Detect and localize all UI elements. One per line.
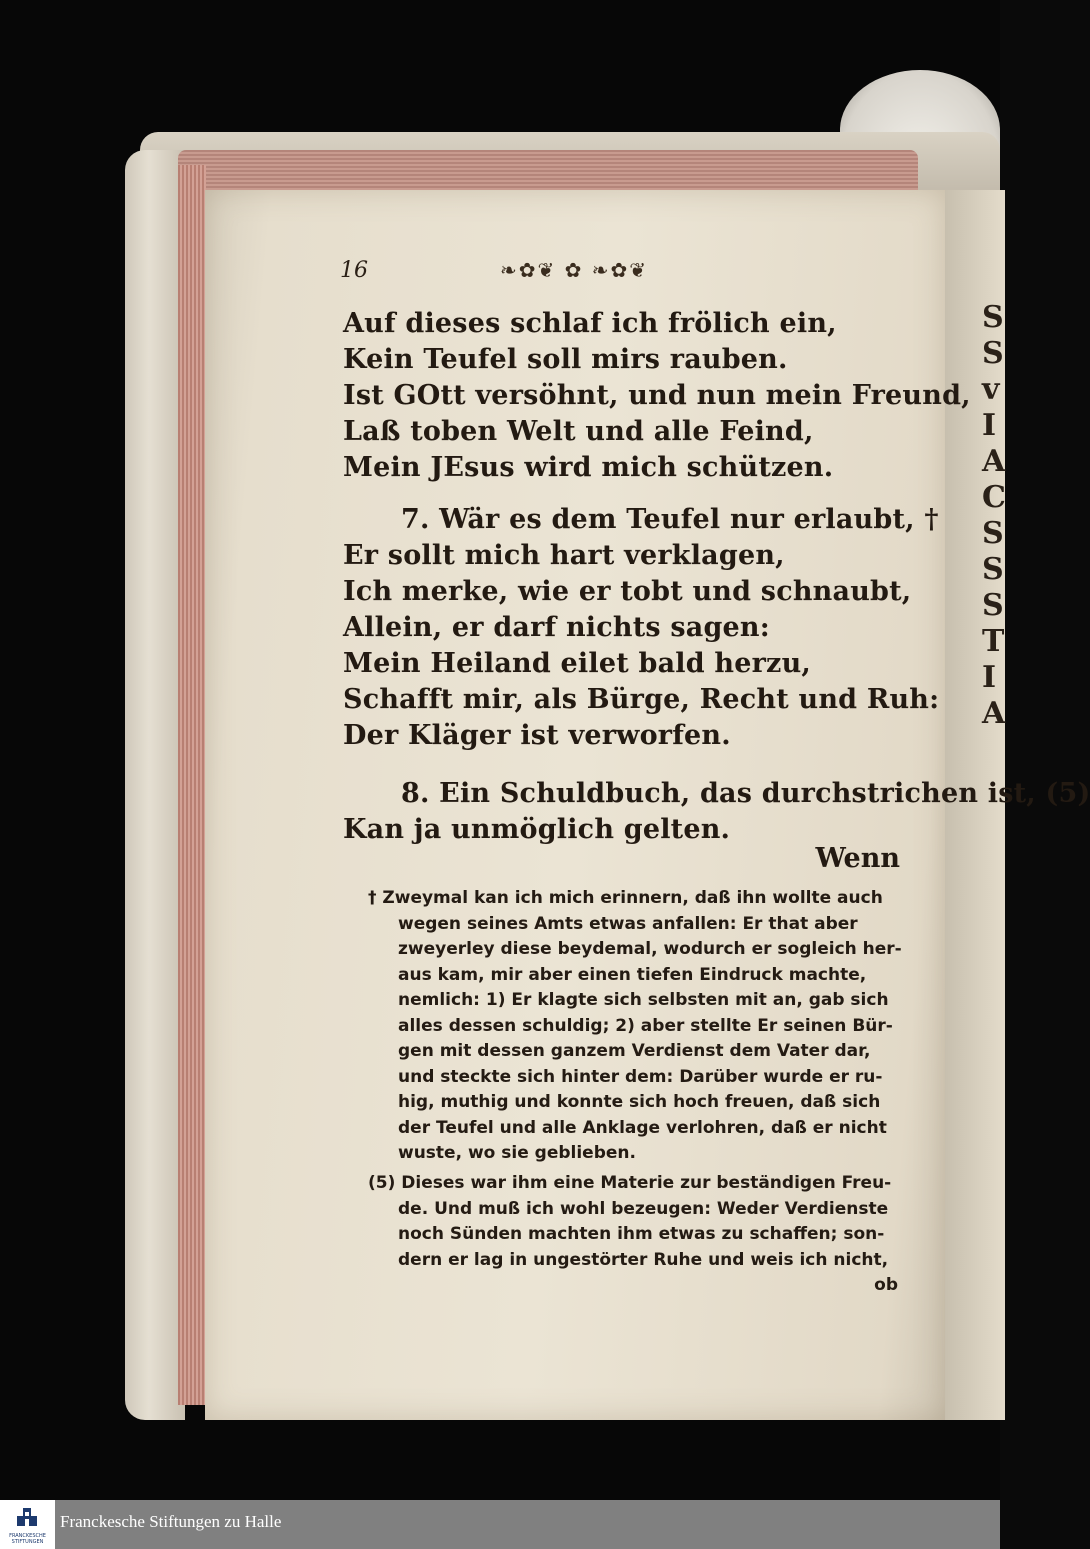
footnote-dagger xyxy=(368,886,902,1167)
red-page-edge-top xyxy=(178,150,918,195)
logo-lettering: FRANCKESCHE STIFTUNGEN xyxy=(9,1533,46,1545)
header-ornament: ❧✿❦ ✿ ❧✿❦ xyxy=(500,258,649,282)
facing-page-letter: I xyxy=(982,408,997,443)
verse-line: Der Kläger ist verworfen. xyxy=(343,720,731,751)
note-line: alles dessen schuldig; 2) aber stellte Er seinen Bür- xyxy=(398,1015,893,1036)
verse-line: Schafft mir, als Bürge, Recht und Ruh: xyxy=(343,684,940,715)
verse-line: Auf dieses schlaf ich frölich ein, xyxy=(343,308,837,339)
verse-line: Er sollt mich hart verklagen, xyxy=(343,540,785,571)
note-line: de. Und muß ich wohl bezeugen: Weder Verdienste xyxy=(398,1198,889,1219)
note-line: aus kam, mir aber einen tiefen Eindruck machte, xyxy=(398,964,867,985)
verse-line: Kan ja unmöglich gelten. xyxy=(343,814,731,845)
note-line: dern er lag in ungestörter Ruhe und weis ich nicht, xyxy=(398,1249,889,1270)
note-line: (5) Dieses war ihm eine Materie zur beständigen Freu- xyxy=(368,1173,892,1193)
facing-page-letter: S xyxy=(982,300,1004,335)
note-catchword: ob xyxy=(874,1275,898,1295)
footnote-5 xyxy=(368,1171,898,1299)
facing-page-letter: A xyxy=(982,696,1006,731)
verse-line: Ich merke, wie er tobt und schnaubt, xyxy=(343,576,912,607)
verse-line: Mein Heiland eilet bald herzu, xyxy=(343,648,812,679)
footer-label[interactable]: Franckesche Stiftungen zu Halle xyxy=(60,1512,282,1531)
page-stack xyxy=(125,150,185,1420)
note-line: gen mit dessen ganzem Verdienst dem Vater dar, xyxy=(398,1041,871,1061)
catchword: Wenn xyxy=(815,843,900,874)
facing-page-letter: S xyxy=(982,516,1004,551)
footer-bar xyxy=(0,1500,1000,1549)
facing-page-letter: A xyxy=(982,444,1006,479)
verse-6 xyxy=(343,306,971,486)
note-line: wegen seines Amts etwas anfallen: Er that aber xyxy=(398,913,858,934)
facing-page-letter: S xyxy=(982,552,1004,587)
note-line: zweyerley diese beydemal, wodurch er sogleich her- xyxy=(398,939,902,959)
note-line: und steckte sich hinter dem: Darüber wurde er ru- xyxy=(398,1066,883,1087)
verse-line: Mein JEsus wird mich schützen. xyxy=(343,452,834,483)
page-number: 16 xyxy=(340,258,368,283)
verse-8 xyxy=(343,776,1090,848)
note-line: der Teufel und alle Anklage verlohren, daß er nicht xyxy=(398,1117,887,1138)
note-line: hig, muthig und konnte sich hoch freuen, daß sich xyxy=(398,1092,881,1112)
note-line: nemlich: 1) Er klagte sich selbsten mit an, gab sich xyxy=(398,990,889,1010)
facing-page-letter: I xyxy=(982,660,997,695)
facing-page-letter: S xyxy=(982,588,1004,623)
note-line: noch Sünden machten ihm etwas zu schaffen; son- xyxy=(398,1224,885,1244)
facing-page-letter: T xyxy=(982,624,1005,659)
facing-page-letter: v xyxy=(982,372,1000,407)
facing-page-letter: S xyxy=(982,336,1004,371)
verse-line: 8. Ein Schuldbuch, das durchstrichen ist, (5) xyxy=(401,778,1090,809)
institution-logo[interactable] xyxy=(0,1500,55,1549)
note-line: wuste, wo sie geblieben. xyxy=(398,1143,636,1163)
verse-line: Kein Teufel soll mirs rauben. xyxy=(343,344,788,375)
verse-7 xyxy=(343,502,939,754)
page-header xyxy=(340,258,760,288)
facing-page-letter: C xyxy=(982,480,1006,515)
red-page-edge-left xyxy=(178,165,206,1405)
facing-page-letters xyxy=(982,300,1006,732)
note-line: † Zweymal kan ich mich erinnern, daß ihn wollte auch xyxy=(368,888,883,908)
verse-line: Allein, er darf nichts sagen: xyxy=(343,612,770,643)
verse-line: 7. Wär es dem Teufel nur erlaubt, † xyxy=(401,504,939,535)
building-icon xyxy=(14,1506,40,1528)
verse-line: Laß toben Welt und alle Feind, xyxy=(343,416,814,447)
verse-line: Ist GOtt versöhnt, und nun mein Freund, xyxy=(343,380,971,411)
